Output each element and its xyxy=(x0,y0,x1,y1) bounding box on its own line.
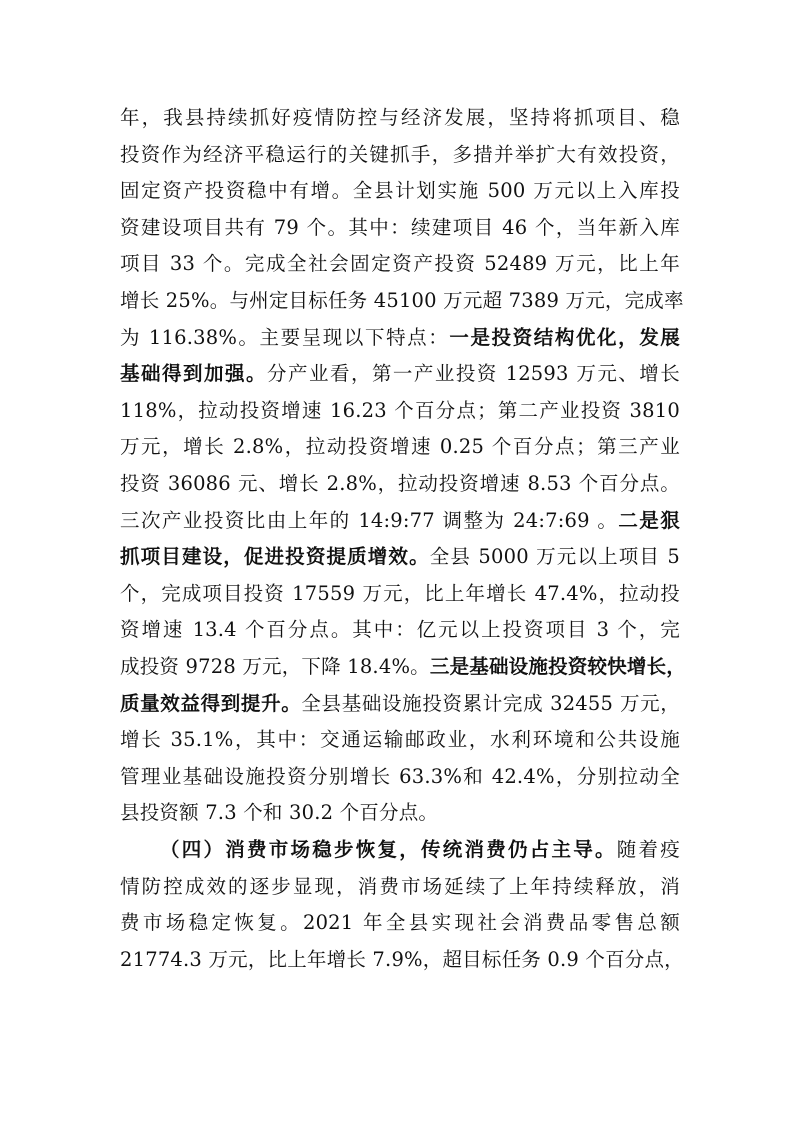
text-line xyxy=(120,173,680,209)
body-text: 增长 25%。与州定目标任务 45100 万元超 7389 万元，完成率 xyxy=(120,289,684,312)
bold-text: 基础得到加强。 xyxy=(120,362,267,386)
body-text: 投资作为经济平稳运行的关键抓手，多措并举扩大有效投资， xyxy=(120,142,680,166)
text-line xyxy=(120,869,680,905)
bold-text: 一是投资结构优化，发展 xyxy=(449,325,681,349)
text-line xyxy=(120,905,680,941)
body-text: 三次产业投资比由上年的 14:9:77 调整为 24:7:69 。 xyxy=(120,508,619,532)
body-text: 118%，拉动投资增速 16.23 个百分点；第二产业投资 3810 xyxy=(120,398,680,422)
body-text: 管理业基础设施投资分别增长 63.3%和 42.4%，分别拉动全 xyxy=(120,764,680,788)
text-line xyxy=(120,649,686,685)
text-line xyxy=(120,100,680,136)
body-text: 分产业看，第一产业投资 12593 万元、增长 xyxy=(266,362,681,386)
text-line xyxy=(120,942,684,978)
bold-text: 三是基础设施投资较快增长， xyxy=(429,655,686,678)
body-text: 资建设项目共有 79 个。其中：续建项目 46 个，当年新入库 xyxy=(120,215,680,239)
body-text: 21774.3 万元，比上年增长 7.9%，超目标任务 0.9 个百分点， xyxy=(120,947,684,971)
body-text: 固定资产投资稳中有增。全县计划实施 500 万元以上入库投 xyxy=(120,179,680,203)
bold-text: 二是狠 xyxy=(618,508,680,532)
text-line xyxy=(120,429,680,465)
text-line xyxy=(120,722,680,758)
body-text: 万元，增长 2.8%，拉动投资增速 0.25 个百分点；第三产业 xyxy=(120,435,680,459)
body-text: 个，完成项目投资 17559 万元，比上年增长 47.4%，拉动投 xyxy=(120,581,680,605)
text-line xyxy=(120,393,680,429)
body-text: 全县基础设施投资累计完成 32455 万元， xyxy=(301,691,680,715)
body-text: 成投资 9728 万元，下降 18.4%。 xyxy=(120,655,430,678)
body-text: 增长 35.1%，其中：交通运输邮政业，水利环境和公共设施 xyxy=(120,728,680,752)
text-line xyxy=(120,539,680,575)
text-line xyxy=(120,759,680,795)
text-line xyxy=(120,466,680,502)
text-line xyxy=(120,686,680,722)
text-line xyxy=(120,503,680,539)
text-line xyxy=(160,832,680,868)
body-text: 年，我县持续抓好疫情防控与经济发展，坚持将抓项目、稳 xyxy=(120,106,680,129)
bold-text: （四）消费市场稳步恢复，传统消费仍占主导。 xyxy=(160,838,617,861)
text-line xyxy=(120,210,680,246)
text-line xyxy=(120,137,680,173)
bold-text: 抓项目建设，促进投资提质增效。 xyxy=(120,545,430,569)
text-line xyxy=(120,320,680,356)
text-line xyxy=(120,795,680,831)
body-text: 全县 5000 万元以上项目 5 xyxy=(429,545,680,569)
text-line xyxy=(120,576,680,612)
text-line xyxy=(120,356,680,392)
body-text: 项目 33 个。完成全社会固定资产投资 52489 万元，比上年 xyxy=(120,252,680,276)
body-text: 投资 36086 元、增长 2.8%，拉动投资增速 8.53 个百分点。 xyxy=(120,472,680,495)
body-text: 县投资额 7.3 个和 30.2 个百分点。 xyxy=(120,801,439,825)
body-text: 为 116.38%。主要呈现以下特点： xyxy=(120,325,450,349)
body-text: 情防控成效的逐步显现，消费市场延续了上年持续释放，消 xyxy=(120,874,680,898)
text-line xyxy=(120,283,684,319)
body-text: 资增速 13.4 个百分点。其中：亿元以上投资项目 3 个，完 xyxy=(120,618,680,642)
body-text: 费市场稳定恢复。2021 年全县实现社会消费品零售总额 xyxy=(120,911,680,935)
body-text: 随着疫 xyxy=(616,838,681,861)
text-line xyxy=(120,246,680,282)
bold-text: 质量效益得到提升。 xyxy=(120,691,302,715)
text-line xyxy=(120,612,680,648)
